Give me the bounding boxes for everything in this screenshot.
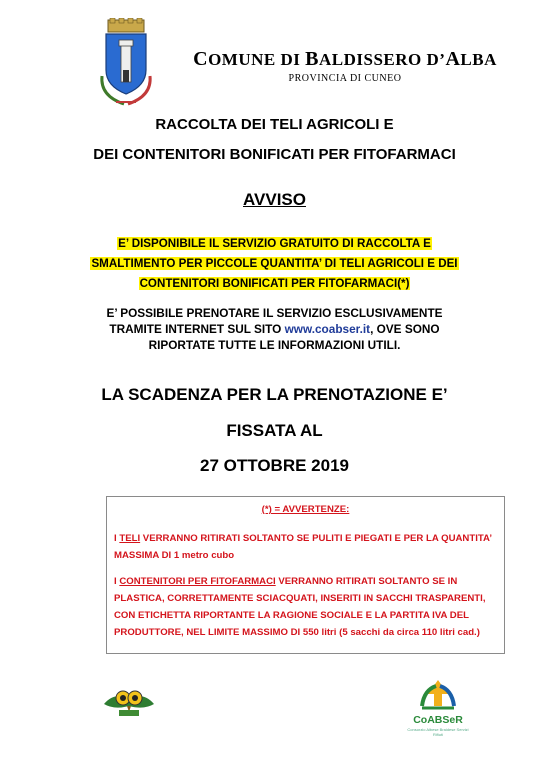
notice-line-3: CONTENITORI BONIFICATI PER FITOFARMACI(*) <box>139 277 410 290</box>
booking-info <box>0 305 549 353</box>
comune-block <box>178 48 512 84</box>
owl-logo-icon <box>102 684 156 718</box>
warning-contenitori: I CONTENITORI PER FITOFARMACI VERRANNO RITIRATI SOLTANTO SE IN PLASTICA, CORRETTAMENTE SCIACQUATI, INSERITI IN SACCHI TRASPARENTI, CON ETICHETTA RIPORTANTE LA RAGIONE SOCIALE E LA PARTITA IVA DEL PRODUTTORE, NEL LIMITE MASSIMO DI 550 litri (5 sacchi da circa 110 litri cad.) <box>114 576 486 638</box>
provincia: PROVINCIA DI CUNEO <box>288 73 402 84</box>
coabser-subtitle: Consorzio Albese Braidese Servizi Rifiuti <box>407 727 469 737</box>
coabser-logo <box>404 676 472 737</box>
deadline-date: 27 OTTOBRE 2019 <box>200 456 349 475</box>
avviso-text: AVVISO <box>243 190 306 209</box>
coabser-label: CoABSeR <box>413 714 463 726</box>
deadline-line-1: LA SCADENZA PER LA PRENOTAZIONE E’ <box>101 385 448 404</box>
recycle-icon <box>404 676 472 714</box>
deadline-line-2: FISSATA AL <box>226 421 323 440</box>
notice-line-1: E’ DISPONIBILE IL SERVIZIO GRATUITO DI RACCOLTA E <box>118 237 431 250</box>
municipal-crest-icon <box>92 18 160 108</box>
notice-line-2: SMALTIMENTO PER PICCOLE QUANTITA’ DI TELI AGRICOLI E DEI <box>91 257 458 270</box>
avviso-heading <box>0 190 549 210</box>
warnings-title: (*) = AVVERTENZE: <box>261 504 350 515</box>
warning-teli: I TELI VERRANNO RITIRATI SOLTANTO SE PULITI E PIEGATI E PER LA QUANTITA’ MASSIMA DI 1 metro cubo <box>114 533 492 561</box>
header <box>92 18 512 108</box>
doc-title-line-2: DEI CONTENITORI BONIFICATI PER FITOFARMACI <box>93 146 456 163</box>
doc-title-line-1: RACCOLTA DEI TELI AGRICOLI E <box>155 116 394 133</box>
warnings-box <box>106 496 505 654</box>
booking-line-3: RIPORTATE TUTTE LE INFORMAZIONI UTILI. <box>148 338 401 352</box>
website-link[interactable]: www.coabser.it <box>284 322 371 336</box>
booking-line-1: E’ POSSIBILE PRENOTARE IL SERVIZIO ESCLUSIVAMENTE <box>106 306 443 320</box>
comune-name: COMUNE DI BALDISSERO D’ALBA <box>193 48 497 70</box>
booking-line-2: TRAMITE INTERNET SUL SITO www.coabser.it, OVE SONO <box>109 322 440 336</box>
highlighted-notice <box>0 234 549 294</box>
